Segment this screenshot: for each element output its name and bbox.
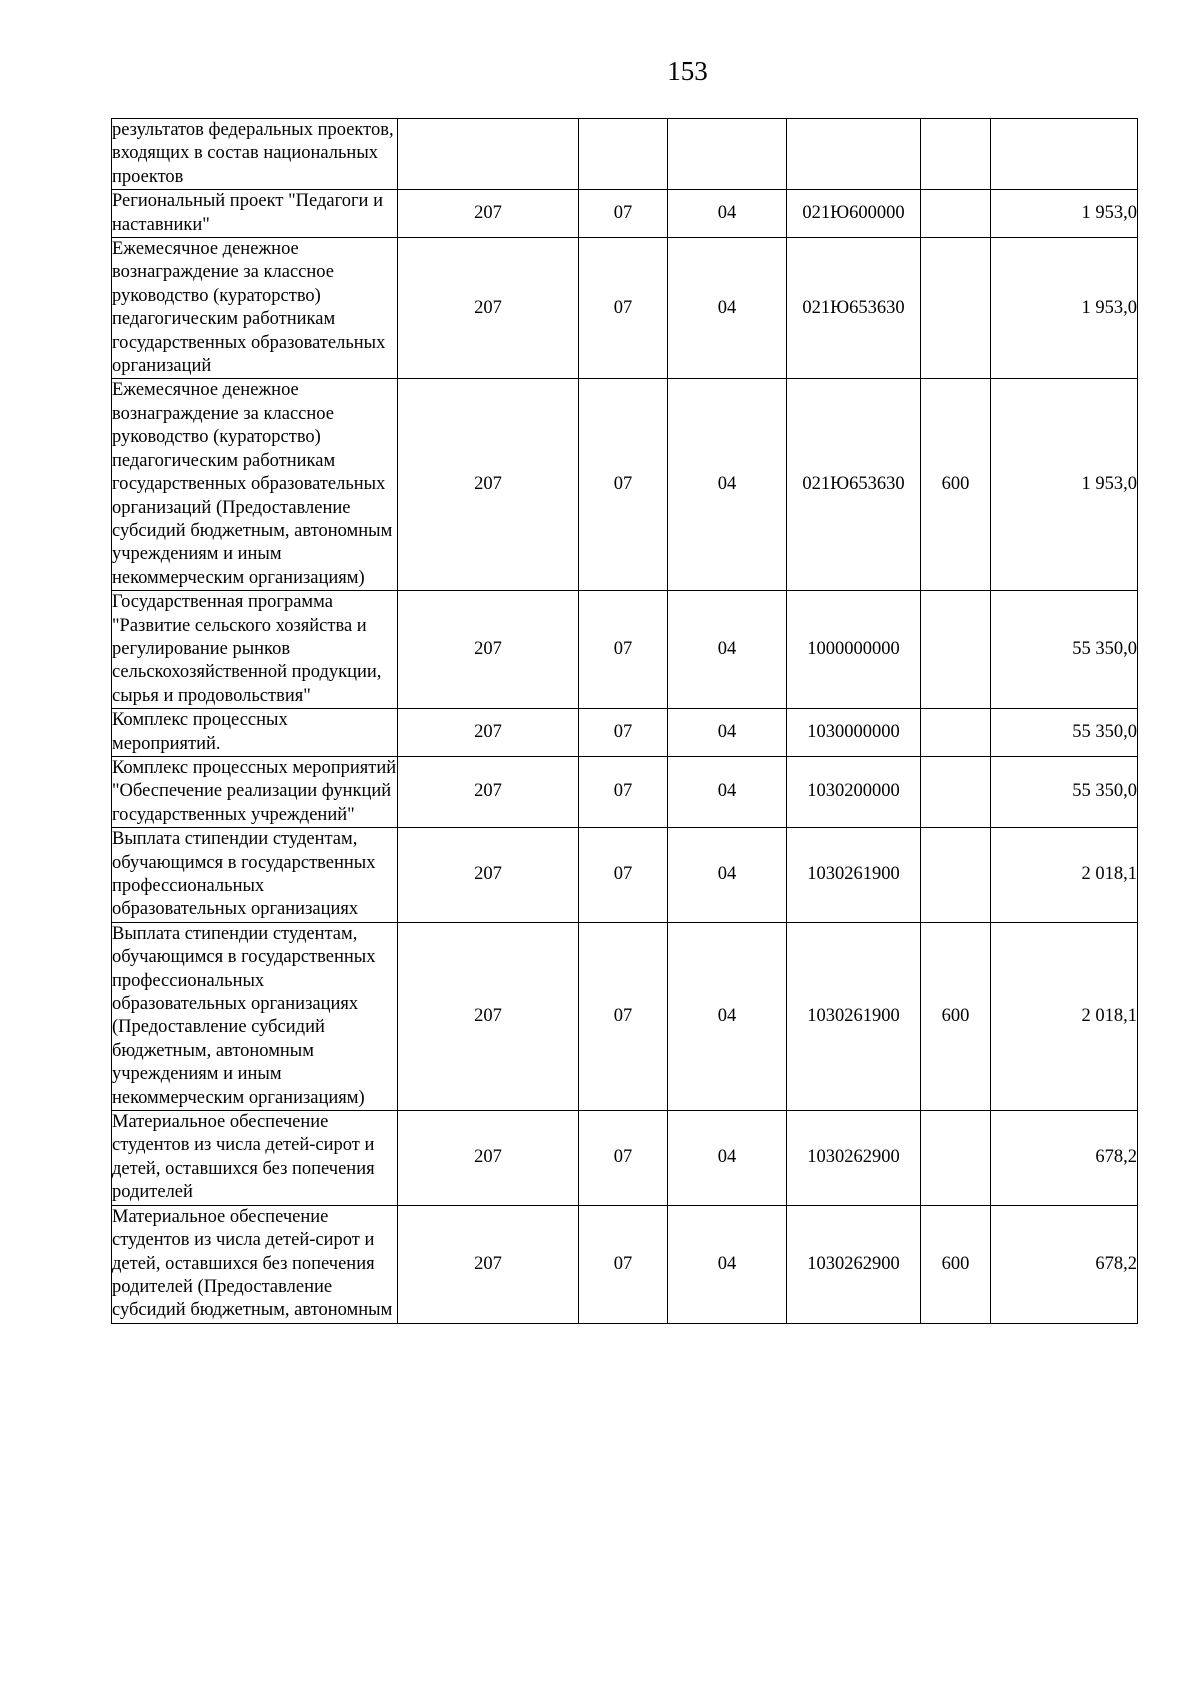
- ministry-code-cell: 207: [398, 756, 579, 827]
- table-row: [112, 709, 1138, 757]
- amount-cell: [991, 119, 1138, 190]
- expense-type-cell: [921, 190, 991, 238]
- expense-type-cell: 600: [921, 1205, 991, 1323]
- amount-cell: 55 350,0: [991, 756, 1138, 827]
- row-name-cell: Материальное обеспечение студентов из числа детей-сирот и детей, оставшихся без попечения родителей: [112, 1111, 398, 1206]
- expense-type-cell: [921, 119, 991, 190]
- target-article-cell: [787, 119, 921, 190]
- amount-cell: 2 018,1: [991, 828, 1138, 923]
- row-name-cell: Комплекс процессных мероприятий "Обеспечение реализации функций государственных учреждений": [112, 756, 398, 827]
- table-row: [112, 119, 1138, 190]
- target-article-cell: 1030200000: [787, 756, 921, 827]
- expense-type-cell: [921, 591, 991, 709]
- ministry-code-cell: 207: [398, 238, 579, 379]
- amount-cell: 678,2: [991, 1111, 1138, 1206]
- amount-cell: 55 350,0: [991, 591, 1138, 709]
- section-code-cell: 07: [579, 190, 668, 238]
- subsection-code-cell: 04: [668, 709, 787, 757]
- amount-cell: 1 953,0: [991, 379, 1138, 591]
- expense-type-cell: [921, 756, 991, 827]
- target-article-cell: 021Ю600000: [787, 190, 921, 238]
- target-article-cell: 1030262900: [787, 1205, 921, 1323]
- table-row: [112, 922, 1138, 1110]
- ministry-code-cell: 207: [398, 709, 579, 757]
- row-name-cell: результатов федеральных проектов, входящих в состав национальных проектов: [112, 119, 398, 190]
- section-code-cell: 07: [579, 922, 668, 1110]
- ministry-code-cell: [398, 119, 579, 190]
- target-article-cell: 1030261900: [787, 922, 921, 1110]
- section-code-cell: 07: [579, 591, 668, 709]
- amount-cell: 55 350,0: [991, 709, 1138, 757]
- table-row: [112, 379, 1138, 591]
- row-name-cell: Ежемесячное денежное вознаграждение за классное руководство (кураторство) педагогическим работникам государственных образовательных организаций (Предоставление субсидий бюджетным, автономным учреждениям и иным некоммерческим организациям): [112, 379, 398, 591]
- expense-type-cell: 600: [921, 379, 991, 591]
- ministry-code-cell: 207: [398, 922, 579, 1110]
- ministry-code-cell: 207: [398, 1111, 579, 1206]
- ministry-code-cell: 207: [398, 591, 579, 709]
- target-article-cell: 021Ю653630: [787, 238, 921, 379]
- row-name-cell: Выплата стипендии студентам, обучающимся в государственных профессиональных образовательных организациях: [112, 828, 398, 923]
- table-row: [112, 591, 1138, 709]
- section-code-cell: 07: [579, 238, 668, 379]
- expense-type-cell: [921, 709, 991, 757]
- table-row: [112, 238, 1138, 379]
- ministry-code-cell: 207: [398, 190, 579, 238]
- section-code-cell: 07: [579, 756, 668, 827]
- row-name-cell: Выплата стипендии студентам, обучающимся в государственных профессиональных образовательных организациях (Предоставление субсидий бюджетным, автономным учреждениям и иным некоммерческим организациям): [112, 922, 398, 1110]
- subsection-code-cell: 04: [668, 828, 787, 923]
- subsection-code-cell: 04: [668, 190, 787, 238]
- subsection-code-cell: 04: [668, 238, 787, 379]
- target-article-cell: 1030000000: [787, 709, 921, 757]
- subsection-code-cell: 04: [668, 1111, 787, 1206]
- subsection-code-cell: 04: [668, 591, 787, 709]
- ministry-code-cell: 207: [398, 1205, 579, 1323]
- amount-cell: 678,2: [991, 1205, 1138, 1323]
- expense-type-cell: 600: [921, 922, 991, 1110]
- expense-type-cell: [921, 238, 991, 379]
- section-code-cell: 07: [579, 1205, 668, 1323]
- ministry-code-cell: 207: [398, 828, 579, 923]
- page-number: 153: [667, 56, 708, 86]
- budget-table: [111, 118, 1138, 1324]
- table-row: [112, 756, 1138, 827]
- amount-cell: 2 018,1: [991, 922, 1138, 1110]
- subsection-code-cell: 04: [668, 1205, 787, 1323]
- table-row: [112, 828, 1138, 923]
- subsection-code-cell: 04: [668, 379, 787, 591]
- section-code-cell: [579, 119, 668, 190]
- row-name-cell: Региональный проект "Педагоги и наставники": [112, 190, 398, 238]
- amount-cell: 1 953,0: [991, 238, 1138, 379]
- amount-cell: 1 953,0: [991, 190, 1138, 238]
- section-code-cell: 07: [579, 828, 668, 923]
- section-code-cell: 07: [579, 379, 668, 591]
- row-name-cell: Материальное обеспечение студентов из числа детей-сирот и детей, оставшихся без попечения родителей (Предоставление субсидий бюджетным, автономным: [112, 1205, 398, 1323]
- section-code-cell: 07: [579, 1111, 668, 1206]
- row-name-cell: Государственная программа "Развитие сельского хозяйства и регулирование рынков сельскохозяйственной продукции, сырья и продовольствия": [112, 591, 398, 709]
- expense-type-cell: [921, 828, 991, 923]
- section-code-cell: 07: [579, 709, 668, 757]
- expense-type-cell: [921, 1111, 991, 1206]
- budget-table-body: [112, 119, 1138, 1324]
- row-name-cell: Комплекс процессных мероприятий.: [112, 709, 398, 757]
- target-article-cell: 1030261900: [787, 828, 921, 923]
- row-name-cell: Ежемесячное денежное вознаграждение за классное руководство (кураторство) педагогическим работникам государственных образовательных организаций: [112, 238, 398, 379]
- subsection-code-cell: [668, 119, 787, 190]
- subsection-code-cell: 04: [668, 922, 787, 1110]
- target-article-cell: 1000000000: [787, 591, 921, 709]
- table-row: [112, 1205, 1138, 1323]
- subsection-code-cell: 04: [668, 756, 787, 827]
- ministry-code-cell: 207: [398, 379, 579, 591]
- target-article-cell: 021Ю653630: [787, 379, 921, 591]
- table-row: [112, 1111, 1138, 1206]
- target-article-cell: 1030262900: [787, 1111, 921, 1206]
- table-row: [112, 190, 1138, 238]
